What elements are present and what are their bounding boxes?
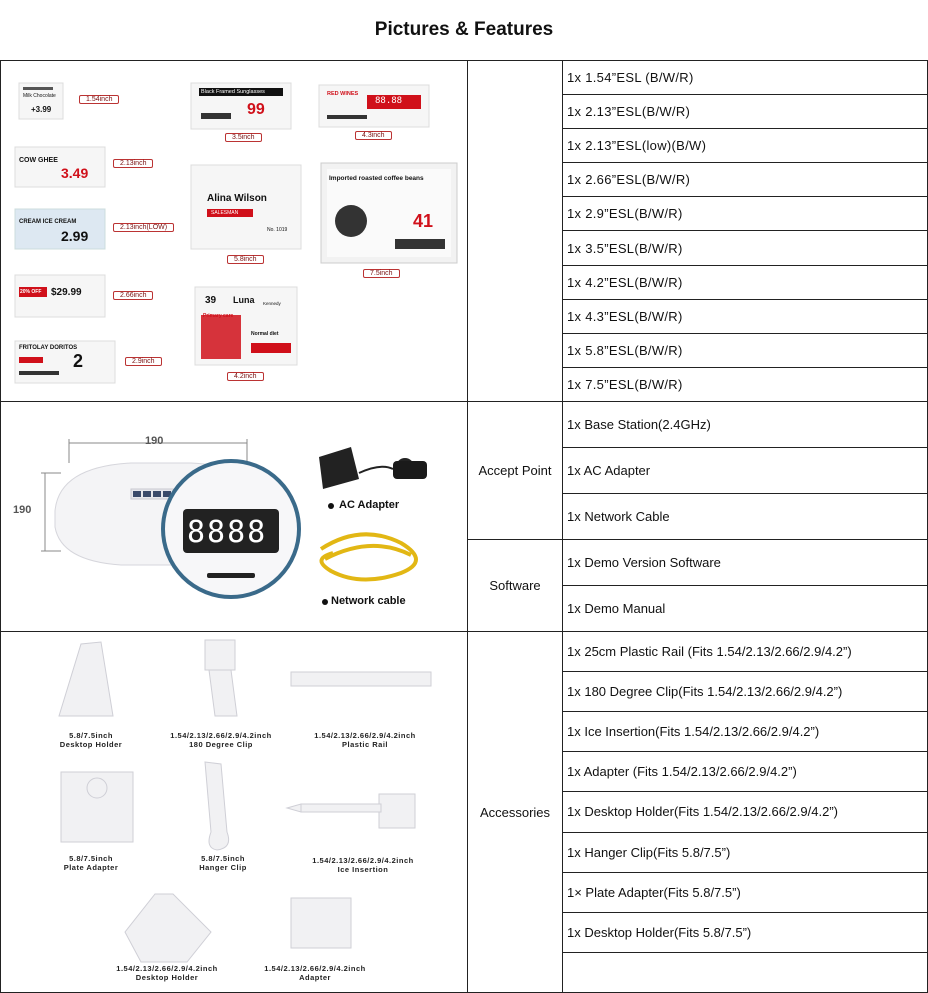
size-label: 5.8inch	[227, 255, 264, 264]
esl-2.13low-tag	[15, 209, 105, 249]
spec-item: 1x 2.9”ESL(B/W/R)	[563, 197, 928, 231]
tag-text: CREAM ICE CREAM	[19, 219, 77, 225]
tag-price: 41	[413, 211, 434, 231]
spec-item: 1x Demo Manual	[563, 586, 928, 632]
spec-item: 1x AC Adapter	[563, 448, 928, 494]
accessory-caption: 1.54/2.13/2.66/2.9/4.2inch 180 Degree Clip	[170, 731, 272, 749]
tag-text: RED WINES	[327, 91, 359, 97]
size-label: 2.9inch	[125, 357, 162, 366]
page-title: Pictures & Features	[0, 0, 928, 61]
size-label: 4.2inch	[227, 372, 264, 381]
category-cell: Accept Point	[468, 402, 563, 540]
esl-2.13-tag	[15, 147, 105, 187]
tag-price: 2.99	[61, 228, 89, 244]
tag-text: Milk Chocolate	[23, 93, 56, 99]
height-dimension: 190	[13, 503, 32, 516]
size-label: 2.13inch	[113, 159, 153, 168]
accessory-caption: 1.54/2.13/2.66/2.9/4.2inch Desktop Holder	[116, 964, 218, 982]
tag-text: Primary care	[203, 313, 234, 319]
tag-price: 2	[73, 351, 84, 371]
spec-item: 1x Demo Version Software	[563, 540, 928, 586]
table-row	[1, 61, 928, 95]
size-label: 4.3inch	[355, 131, 392, 140]
spec-item: 1x 4.2”ESL(B/W/R)	[563, 265, 928, 299]
accessories-illustration	[1, 632, 467, 992]
spec-item: 1x Ice Insertion(Fits 1.54/2.13/2.66/2.9/4.2”)	[563, 712, 928, 752]
spec-item: 1× Plate Adapter(Fits 5.8/7.5”)	[563, 872, 928, 912]
spec-item: 1x 7.5”ESL(B/W/R)	[563, 367, 928, 401]
width-dimension: 190	[145, 434, 164, 447]
spec-item: 1x 4.3”ESL(B/W/R)	[563, 299, 928, 333]
esl-5.8-tag	[191, 165, 301, 249]
tag-price: $29.99	[51, 287, 82, 298]
network-cable-label: Network cable	[331, 594, 406, 607]
size-label: 3.5inch	[225, 133, 262, 142]
spec-item: 1x 2.13”ESL(low)(B/W)	[563, 129, 928, 163]
accessory-caption: 1.54/2.13/2.66/2.9/4.2inch Ice Insertion	[312, 856, 414, 874]
accessory-caption: 5.8/7.5inch Hanger Clip	[199, 854, 247, 872]
tag-price: 3.49	[61, 165, 89, 181]
tag-price: 99	[247, 101, 265, 118]
spec-item: 1x Hanger Clip(Fits 5.8/7.5”)	[563, 832, 928, 872]
tag-text: SALESMAN	[211, 210, 239, 216]
spec-item: 1x Network Cable	[563, 494, 928, 540]
category-cell: Software	[468, 540, 563, 632]
size-label: 2.13inch(LOW)	[113, 223, 174, 232]
accessory-caption: 5.8/7.5inch Plate Adapter	[63, 854, 119, 872]
tag-text: Imported roasted coffee beans	[329, 175, 424, 182]
category-cell	[468, 61, 563, 402]
tag-text: FRITOLAY DORITOS	[19, 345, 78, 351]
tag-text: 39	[205, 295, 217, 306]
spec-item: 1x Base Station(2.4GHz)	[563, 402, 928, 448]
accessories-image	[1, 632, 468, 993]
tag-badge: 20% OFF	[20, 289, 42, 295]
spec-item	[563, 952, 928, 992]
category-cell: Accessories	[468, 632, 563, 993]
spec-item: 1x 3.5”ESL(B/W/R)	[563, 231, 928, 265]
display-digits: 8888	[187, 514, 268, 550]
spec-item: 1x Desktop Holder(Fits 1.54/2.13/2.66/2.9/4.2”)	[563, 792, 928, 832]
tag-text: Kennedy	[263, 301, 281, 306]
tag-price: +3.99	[31, 105, 52, 114]
spec-item: 1x 2.13”ESL(B/W/R)	[563, 95, 928, 129]
ac-adapter-label: AC Adapter	[339, 498, 400, 511]
spec-item: 1x Adapter (Fits 1.54/2.13/2.66/2.9/4.2”)	[563, 752, 928, 792]
tag-text: Luna	[233, 295, 255, 305]
tag-text: COW GHEE	[19, 157, 58, 164]
tag-text: Normal diet	[251, 331, 279, 337]
spec-item: 1x 2.66”ESL(B/W/R)	[563, 163, 928, 197]
size-label: 7.5inch	[363, 269, 400, 278]
spec-item: 1x 5.8”ESL(B/W/R)	[563, 333, 928, 367]
accessory-caption: 5.8/7.5inch Desktop Holder	[59, 731, 123, 749]
base-station-image	[1, 402, 468, 632]
tag-text: No. 1019	[267, 227, 288, 233]
tag-text: Alina Wilson	[207, 193, 267, 204]
size-label: 2.66inch	[113, 291, 153, 300]
esl-tags-image	[1, 61, 468, 402]
accessory-caption: 1.54/2.13/2.66/2.9/4.2inch Plastic Rail	[314, 731, 416, 749]
tag-price: 88.88	[375, 96, 403, 106]
spec-item: 1x 1.54”ESL (B/W/R)	[563, 61, 928, 95]
spec-item: 1x 180 Degree Clip(Fits 1.54/2.13/2.66/2.9/4.2”)	[563, 672, 928, 712]
spec-item: 1x Desktop Holder(Fits 5.8/7.5”)	[563, 912, 928, 952]
spec-item: 1x 25cm Plastic Rail (Fits 1.54/2.13/2.66/2.9/4.2”)	[563, 632, 928, 672]
tag-text: Black Framed Sunglasses	[201, 89, 265, 95]
accessory-caption: 1.54/2.13/2.66/2.9/4.2inch Adapter	[264, 964, 366, 982]
size-label: 1.54inch	[79, 95, 119, 104]
features-table	[0, 60, 928, 993]
